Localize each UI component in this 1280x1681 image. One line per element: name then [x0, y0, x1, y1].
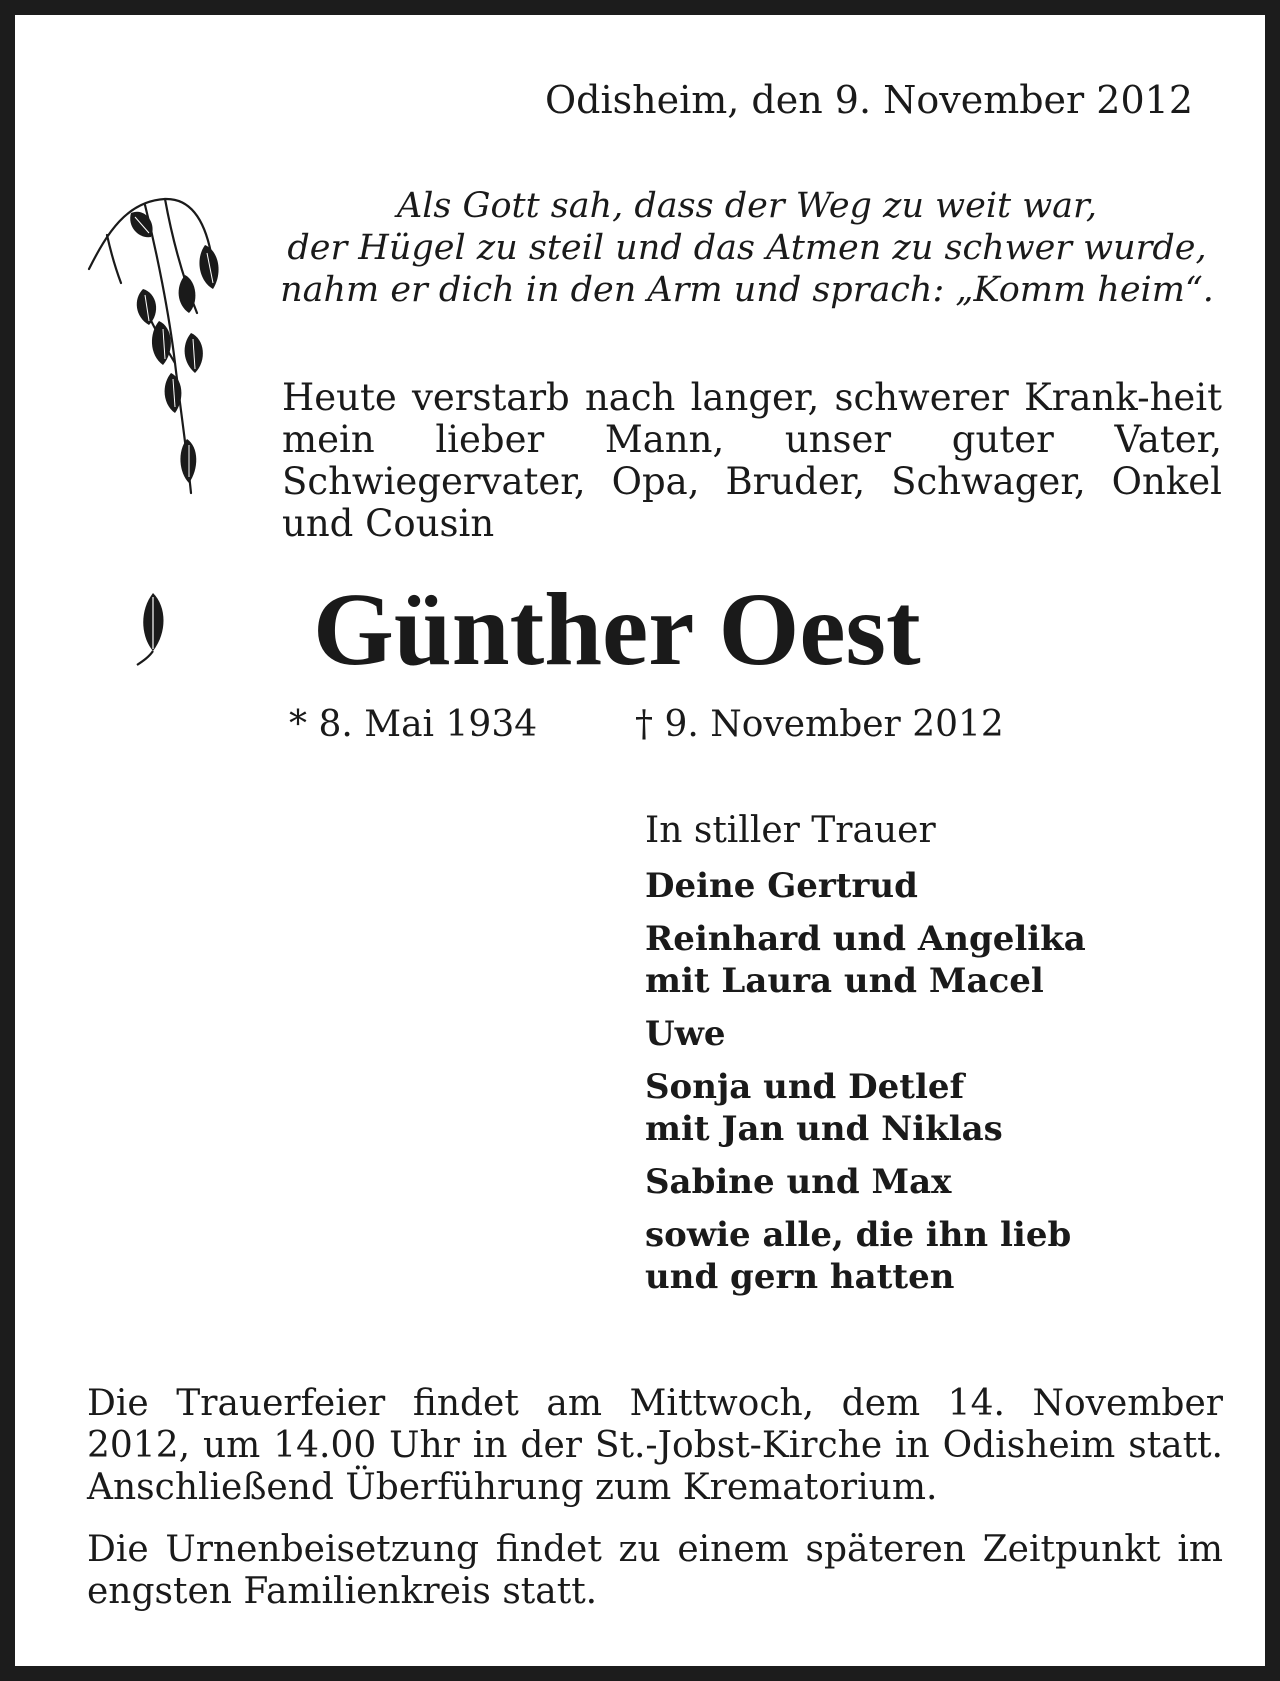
mourner-group — [645, 1066, 1205, 1150]
mourner-group — [645, 1214, 1205, 1298]
death-date: † 9. November 2012 — [635, 704, 1004, 745]
mourner-line: mit Jan und Niklas — [645, 1109, 1003, 1149]
mourner-group — [645, 1161, 1205, 1203]
verse-line: nahm er dich in den Arm und sprach: „Komm heim“. — [280, 270, 1214, 310]
service-info — [87, 1383, 1223, 1633]
mourner-line: sowie alle, die ihn lieb — [645, 1215, 1072, 1255]
mourners-list — [645, 865, 1205, 1309]
deceased-name: Günther Oest — [313, 572, 921, 687]
verse — [267, 185, 1227, 311]
funeral-service-text: Die Trauerfeier findet am Mittwoch, dem 14. November 2012, um 14.00 Uhr in der St.-Jobst-Kirche in Odisheim statt. Anschließend Überführung zum Krematorium. — [87, 1383, 1223, 1508]
leaf-icon — [135, 589, 171, 669]
date-place: Odisheim, den 9. November 2012 — [544, 78, 1193, 122]
mourner-line: Sonja und Detlef — [645, 1067, 965, 1107]
urn-burial-text: Die Urnenbeisetzung findet zu einem späteren Zeitpunkt im engsten Familienkreis statt. — [87, 1529, 1223, 1612]
mourner-line: Sabine und Max — [645, 1162, 952, 1202]
mourner-line: Uwe — [645, 1014, 726, 1054]
verse-line: der Hügel zu steil und das Atmen zu schwer wurde, — [287, 228, 1207, 268]
mourner-line: Deine Gertrud — [645, 866, 918, 906]
announcement-text: Heute verstarb nach langer, schwerer Krank-heit mein lieber Mann, unser guter Vater, Schwiegervater, Opa, Bruder, Schwager, Onkel und Cousin — [282, 376, 1222, 545]
birth-date: * 8. Mai 1934 — [289, 704, 538, 745]
mourner-line: mit Laura und Macel — [645, 961, 1044, 1001]
leaf-branch-icon — [87, 193, 247, 513]
mourner-group — [645, 918, 1205, 1002]
verse-line: Als Gott sah, dass der Weg zu weit war, — [396, 186, 1098, 226]
mourning-intro: In stiller Trauer — [645, 810, 936, 851]
mourner-group — [645, 1013, 1205, 1055]
mourner-line: Reinhard und Angelika — [645, 919, 1086, 959]
mourner-line: und gern hatten — [645, 1257, 955, 1297]
mourner-group — [645, 865, 1205, 907]
